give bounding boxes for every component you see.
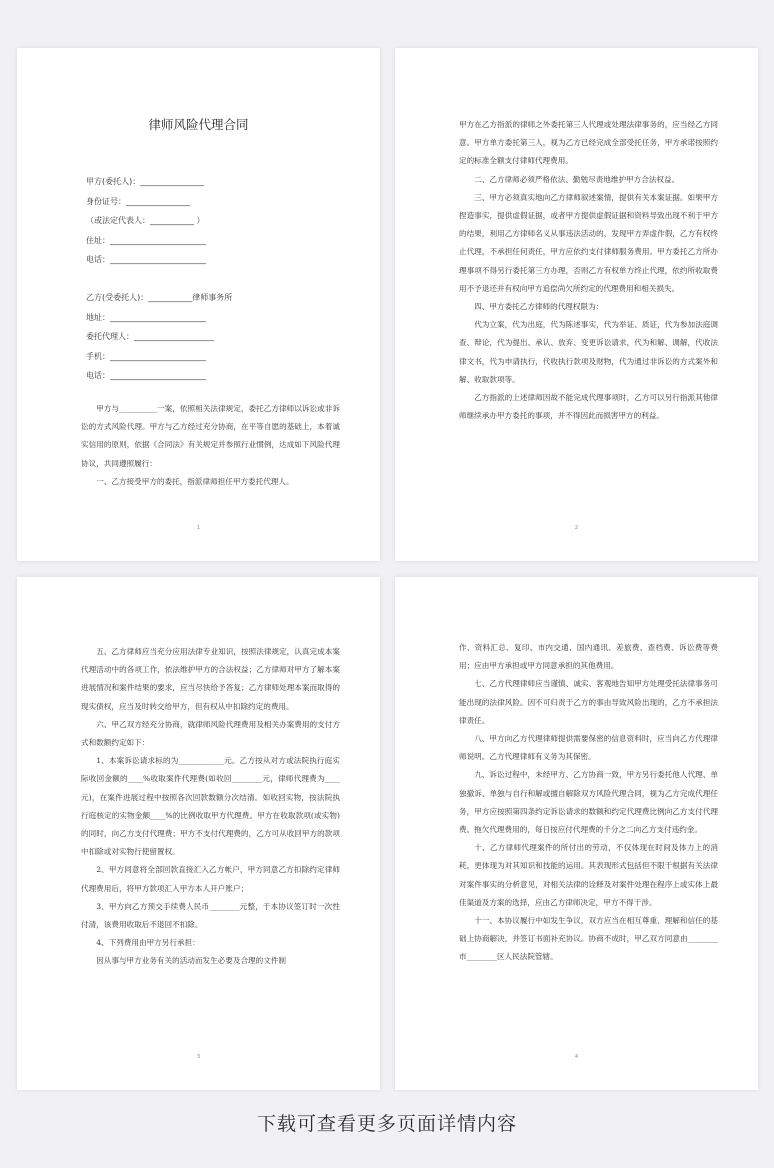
paragraph: 八、甲方向乙方代理律师提供需要保密的信息资料时，应当向乙方代理律师说明。乙方代理律师有义务为其保密。 <box>459 734 718 762</box>
page4-body <box>459 639 718 967</box>
paragraph: 作、资料汇总、复印、市内交通、国内通讯、差旅费、查档费、诉讼费等费用；应由甲方承担或甲方同意承担的其他费用。 <box>459 643 718 671</box>
party-b-address-field: 地址：________________________ <box>86 312 206 322</box>
paragraph: 十、乙方律师代理案件的所付出的劳动，不仅体现在时间及体力上的消耗，更体现为对其知识和技能的运用。其表现形式包括但不限于根据有关法律对案件事实的分析意见，对相关法律的诠释及对案件处理在程序上或实体上最佳渠道及方案的选择，应由乙方律师决定，甲方不得干涉。 <box>459 843 718 907</box>
document-page-1 <box>17 48 380 561</box>
party-b-agent-field: 委托代理人：____________________ <box>86 332 214 341</box>
contract-title: 律师风险代理合同 <box>148 117 249 132</box>
paragraph: 四、甲方委托乙方律师的代理权限为： <box>474 302 604 312</box>
document-page-4 <box>395 577 758 1090</box>
paragraph: 七、乙方代理律师应当谨慎、诚实、客观地告知甲方处理受托法律事务可能出现的法律风险。因不可归责于乙方的事由导致风险出现的，乙方不承担法律责任。 <box>459 679 718 725</box>
paragraph: 十一、本协议履行中如发生争议，双方应当在相互尊重、理解和信任的基础上协商解决，并签订书面补充协议。协商不成时，甲乙双方同意由________市________区人民法院管辖。 <box>459 916 718 962</box>
party-a-fields <box>86 172 206 270</box>
document-page-3 <box>17 577 380 1090</box>
party-a-address-field: 住址：________________________ <box>86 235 206 245</box>
page-number: 1 <box>196 525 201 531</box>
page-number: 2 <box>574 525 579 531</box>
paragraph: 甲方与__________一案，依照相关法律规定，委托乙方律师以诉讼或非诉讼的方式风险代理。甲方与乙方经过充分协商，在平等自愿的基础上，本着诚实信用的原则，依据《合同法》有关规定并参照行业惯例，达成如下风险代理协议，共同遵照履行： <box>81 404 340 468</box>
paragraph: 三、甲方必须真实地向乙方律师叙述案情，提供有关本案证据。如果甲方捏造事实，提供虚假证据，或者甲方提供虚假证据和资料导致出现不利于甲方的结果，利用乙方律师名义从事违法活动的，发现甲方弄虚作假，乙方有权终止代理，不承担任何责任，甲方应依约支付律师服务费用。甲方委托乙方所办理事项不得另行委托第三方办理，否则乙方有权单方终止代理，依约所收取费用不予退还并有权向甲方追偿尚欠所约定的代理费用和相关损失。 <box>459 192 718 293</box>
party-a-id-field: 身份证号：________________ <box>86 196 190 206</box>
paragraph: 因从事与甲方业务有关的活动而发生必要及合理的文件制 <box>96 956 287 966</box>
paragraph: 代为立案，代为出庭，代为陈述事实，代为举证、质证，代为参加法庭调查、辩论，代为提出、承认、放弃、变更诉讼请求，代为和解、调解，代收法律文书，代为申请执行，代收执行款项及财物，代为通过非诉讼的方式案外和解、收取款项等。 <box>459 320 718 384</box>
paragraph: 乙方指派的上述律师因故不能完成代理事项时，乙方可以另行指派其他律师继续承办甲方委托的事项，并不得因此而损害甲方的利益。 <box>459 393 718 421</box>
paragraph: 4、下列费用由甲方另行承担： <box>96 938 200 948</box>
paragraph: 一、乙方接受甲方的委托，指派律师担任甲方委托代理人。 <box>96 476 294 486</box>
page-number: 4 <box>574 1054 579 1060</box>
paragraph: 五、乙方律师应当充分应用法律专业知识，按照法律规定，认真完成本案代理活动中的各项工作，依法维护甲方的合法权益；乙方律师对甲方了解本案进展情况和案件结果的要求，应当尽快给予答复；乙方律师处理本案而取得的现实债权，应当及时转交给甲方，但有权从中扣除约定的费用。 <box>81 647 340 711</box>
paragraph: 1、本案诉讼请求标的为____________元。乙方按从对方或法院执行庭实际收回金额的____%收取案件代理费(如收回________元，律师代理费为____元)，在案件进展过程中按照各次回款数额分次结清。如收回实物，按法院执行庭核定的实物金额____%的比例收取甲方代理费。甲方在收取款项(或实物)的同时，向乙方支付代理费；甲方不支付代理费的，乙方可从收回甲方的款项中扣除或对实物行使留置权。 <box>81 756 340 857</box>
paragraph: 六、甲乙双方经充分协商，就律师风险代理费用及相关办案费用的支付方式和数额约定如下： <box>81 719 340 748</box>
paragraph: 甲方在乙方指派的律师之外委托第三人代理或处理法律事务的，应当经乙方同意。甲方单方委托第三人，视为乙方已经完成全部受托任务，甲方承诺按照约定的标准全额支付律师代理费用。 <box>459 120 718 166</box>
document-page-2 <box>395 48 758 561</box>
paragraph: 二、乙方律师必须严格依法、勤勉尽责地维护甲方合法权益。 <box>474 174 680 184</box>
paragraph: 九、诉讼过程中，未经甲方、乙方协商一致，甲方另行委托他人代理、单独撤诉、单独与自行和解或擅自解除双方风险代理合同，视为乙方完成代理任务，甲方应按照第四条约定诉讼请求的数额和约定代理费比例向乙方支付代理费。拖欠代理费用的，每日按应付代理费的千分之二向乙方支付违约金。 <box>459 770 718 835</box>
party-a-client-field: 甲方(委托人)：________________ <box>86 177 205 186</box>
download-prompt: 下载可查看更多页面详情内容 <box>256 1113 517 1135</box>
page3-body <box>81 643 340 971</box>
page-number: 3 <box>196 1054 201 1060</box>
paragraph: 3、甲方向乙方预交手续费人民币________元整，于本协议签订时一次性付清，该费用收取后不退回不扣除。 <box>81 901 340 930</box>
party-b-firm-field: 乙方(受委托人)：___________律师事务所 <box>86 293 233 302</box>
page1-body <box>81 400 340 491</box>
party-b-fields <box>86 288 232 386</box>
party-a-phone-field: 电话：________________________ <box>86 255 206 264</box>
party-b-phone-field: 电话：________________________ <box>86 371 206 380</box>
party-b-mobile-field: 手机：________________________ <box>86 351 206 361</box>
party-a-representative-field: （或法定代表人：___________ ） <box>86 216 205 225</box>
page2-body <box>459 116 718 425</box>
paragraph: 2、甲方同意将全部回款直接汇入乙方帐户，甲方同意乙方扣除约定律师代理费用后，将甲方款项汇入甲方本人开户账户； <box>81 865 340 893</box>
